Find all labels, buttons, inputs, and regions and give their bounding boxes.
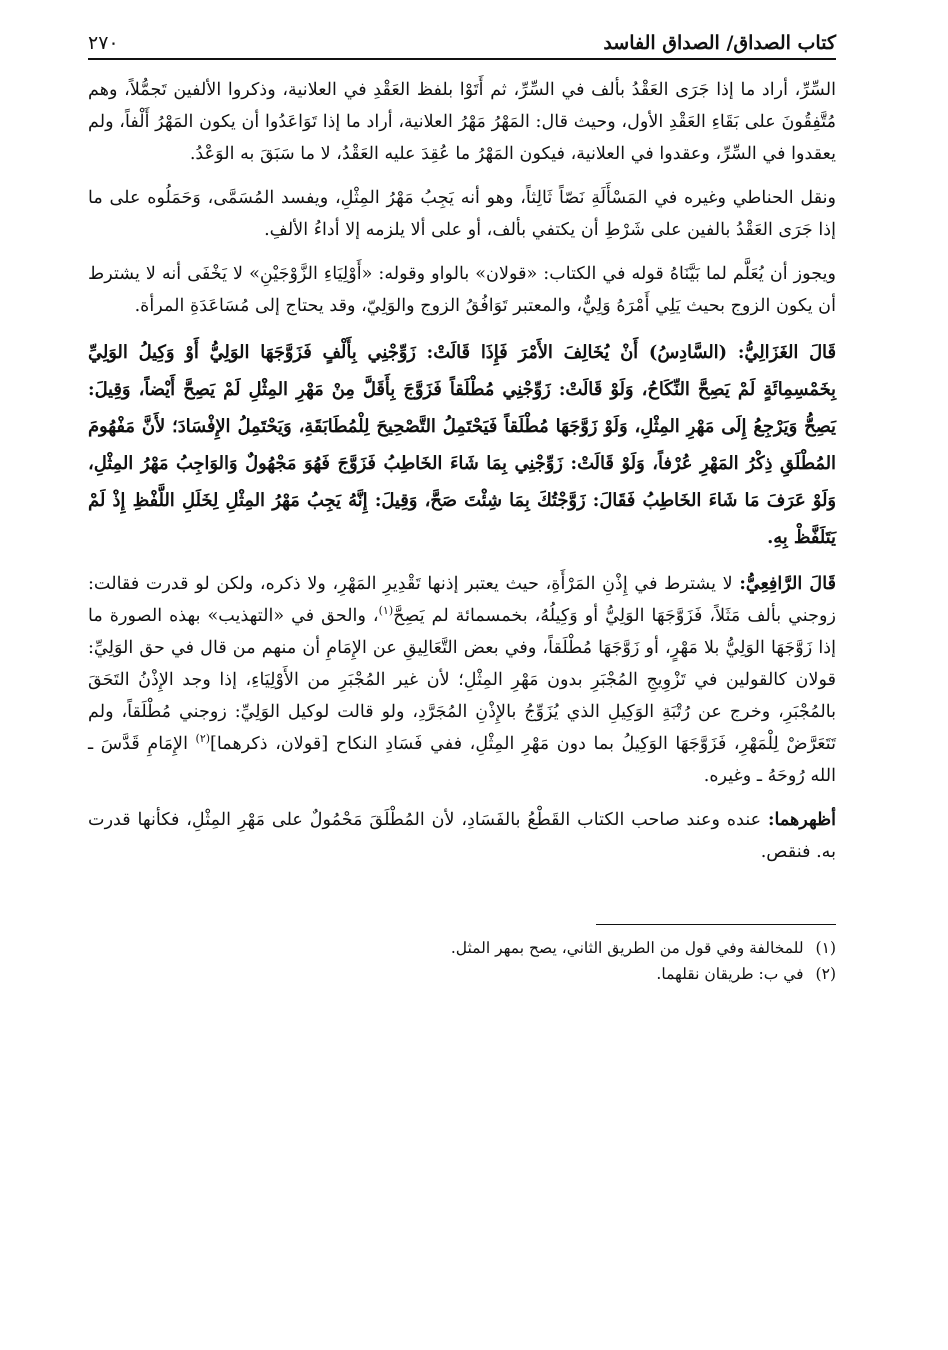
paragraph-6-lead: أظهرهما: — [767, 809, 836, 830]
ghazali-lead: قَالَ الغَزَالِيُّ: — [737, 342, 836, 363]
ghazali-passage — [88, 334, 836, 556]
book-page — [88, 28, 836, 987]
rafii-passage — [88, 568, 836, 792]
footnote-ref-1[interactable]: (١) — [378, 604, 394, 618]
paragraph-3: ويجوز أن يُعَلَّم لما بَيَّنَاهُ قوله في الكتاب: «قولان» بالواو وقوله: «أَوْلِيَاءِ الزَّوْجَيْنِ» لا يَخْفَى أنه لا يشترط أن يكون الزوج بحيث يَلِي أَمْرَهُ وَلِيٌّ، والمعتبر تَوَافُقُ الزوج والوَلِيّ، وقد يحتاج إلى مُسَاعَدَةِ المرأة. — [88, 264, 836, 316]
paragraph-6 — [88, 804, 836, 868]
footnote-1 — [88, 935, 836, 961]
footnote-2-text: في ب: طريقان نقلهما. — [656, 965, 804, 983]
rafii-text-c: الإِمَامِ قَدَّسَ ـ الله رُوحَهُ ـ وغيره. — [88, 734, 836, 786]
footnote-1-text: للمخالفة وفي قول من الطريق الثاني، يصح بمهر المثل. — [450, 939, 804, 957]
paragraph-2: ونقل الحناطي وغيره في المَسْأَلَةِ نَصّاً ثَالِثاً، وهو أنه يَجِبُ مَهْرُ المِثْلِ، ويفسد المُسَمَّى، وَحَمَلُوه على ما إذا جَرَى العَقْدُ بالفين على شَرْطِ أن يكتفي بألف، أو على ألا يلزمه إلا أداءُ الألفِ. — [88, 188, 836, 240]
header-divider — [88, 58, 836, 60]
page-header — [88, 28, 836, 58]
rafii-text-a: لا يشترط في إِذْنِ المَرْأَةِ، حيث يعتبر إذنها تَقْدِيرِ المَهْرِ، ولا ذكره، ولكن لو قدرت فقالت: زوجني بألف مَثَلاً، فَزَوَّجَهَا الوَلِيُّ أو وَكِيلُهُ، بخمسمائة لم يَصِحَّ — [88, 574, 836, 626]
ghazali-text: (السَّادِسُ) أَنْ يُخَالِفَ الأَمْرَ فَإِذَا قَالَتْ: زَوِّجْنِي بِأَلْفٍ فَزَوَّجَهَا الوَلِيُّ أَوْ وَكِيلُ الوَلِيِّ بِخَمْسِمِائَةٍ لَمْ يَصِحَّ النِّكَاحُ، وَلَوْ قَالَتْ: زَوِّجْنِي مُطْلَقاً فَزَوَّجَ بِأَقَلَّ مِنْ مَهْرِ المِثْلِ لَمْ يَصِحَّ أَيْضاً، وَقِيلَ: يَصِحُّ وَيَرْجِعُ إِلَى مَهْرِ المِثْلِ، وَلَوْ زَوَّجَهَا مُطْلَقاً فَيَحْتَمِلُ التَّصْحِيحَ لِلْمُطَابَقَةِ، وَيَحْتَمِلُ الإِفْسَادَ؛ لأَنَّ مَفْهُومَ المُطْلَقِ ذِكْرُ المَهْرِ عُرْفاً، وَلَوْ قَالَتْ: زَوِّجْنِي بِمَا شَاءَ الخَاطِبُ فَزَوَّجَ فَهُوَ مَجْهُولٌ وَالوَاجِبُ مَهْرُ المِثْلِ، وَلَوْ عَرَفَ مَا شَاءَ الخَاطِبُ فَقَالَ: زَوَّجْتُكَ بِمَا شِئْتَ صَحَّ، وَقِيلَ: إِنَّهُ يَجِبُ مَهْرُ المِثْلِ لِخَلَلِ اللَّفْظِ إِذْ لَمْ يَتَلَفَّظْ بِهِ. — [88, 342, 836, 548]
page-number: ٢٧٠ — [88, 32, 119, 54]
running-title: كتاب الصداق/ الصداق الفاسد — [603, 32, 836, 54]
footnote-2 — [88, 961, 836, 987]
footnote-divider — [596, 924, 836, 925]
paragraph-6-text: عنده وعند صاحب الكتاب القَطْعُ بالفَسَادِ، لأن المُطْلَقَ مَحْمُولٌ على مَهْرِ المِثْلِ، فكأنها قدرت به. فنقص. — [88, 810, 836, 862]
rafii-lead: قَالَ الرَّافِعِيُّ: — [739, 573, 836, 594]
footnote-2-number: (٢) — [815, 965, 836, 983]
footnote-1-number: (١) — [815, 939, 836, 957]
footnote-ref-2[interactable]: (٢) — [195, 732, 211, 746]
rafii-text-b: ، والحق في «التهذيب» بهذه الصورة ما إذا زَوَّجَهَا الوَلِيُّ بلا مَهْرٍ، أو زَوَّجَهَا مُطْلَقاً، وفي بعض التَّعَالِيقِ عن الإِمَامِ أن منهم من قال في حق الوَلِيِّ: قولان كالقولين في تَزْوِيجِ المُجْبَرِ بدون مَهْرِ المِثْلِ؛ لأن غير المُجْبَرِ من الأَوْلِيَاءِ، إذا وجد الإِذْنُ التَحَقَ بالمُجْبَرِ، وخرج عن رُتْبَةِ الوَكِيلِ الذي يُزَوِّجُ بالإِذْنِ المُجَرَّدِ، ولو قالت لوكيل الوَلِيِّ: زوجني مُطْلَقاً، ولم تَتَعَرَّضْ لِلْمَهْرِ، فَزَوَّجَهَا الوَكِيلُ بما دون مَهْرِ المِثْلِ، ففي فَسَادِ النكاح [قولان، ذكرهما] — [88, 606, 836, 754]
paragraph-1: السِّرِّ، أراد ما إذا جَرَى العَقْدُ بألف في السِّرِّ، ثم أَتَوْا بلفظ العَقْدِ في العلانية، وذكروا الألفين تَجمُّلاً، وهم مُتَّفِقُونَ على بَقَاءِ العَقْدِ الأول، وحيث قال: المَهْرُ مَهْرُ العلانية، أراد ما إذا تَوَاعَدُوا أن يكون المَهْرُ أَلْفاً، ولم يعقدوا في السِّرِّ، وعقدوا في العلانية، فيكون المَهْرُ ما عُقِدَ عليه العَقْدُ، لا ما سَبَقَ به الوَعْدُ. — [88, 80, 836, 164]
